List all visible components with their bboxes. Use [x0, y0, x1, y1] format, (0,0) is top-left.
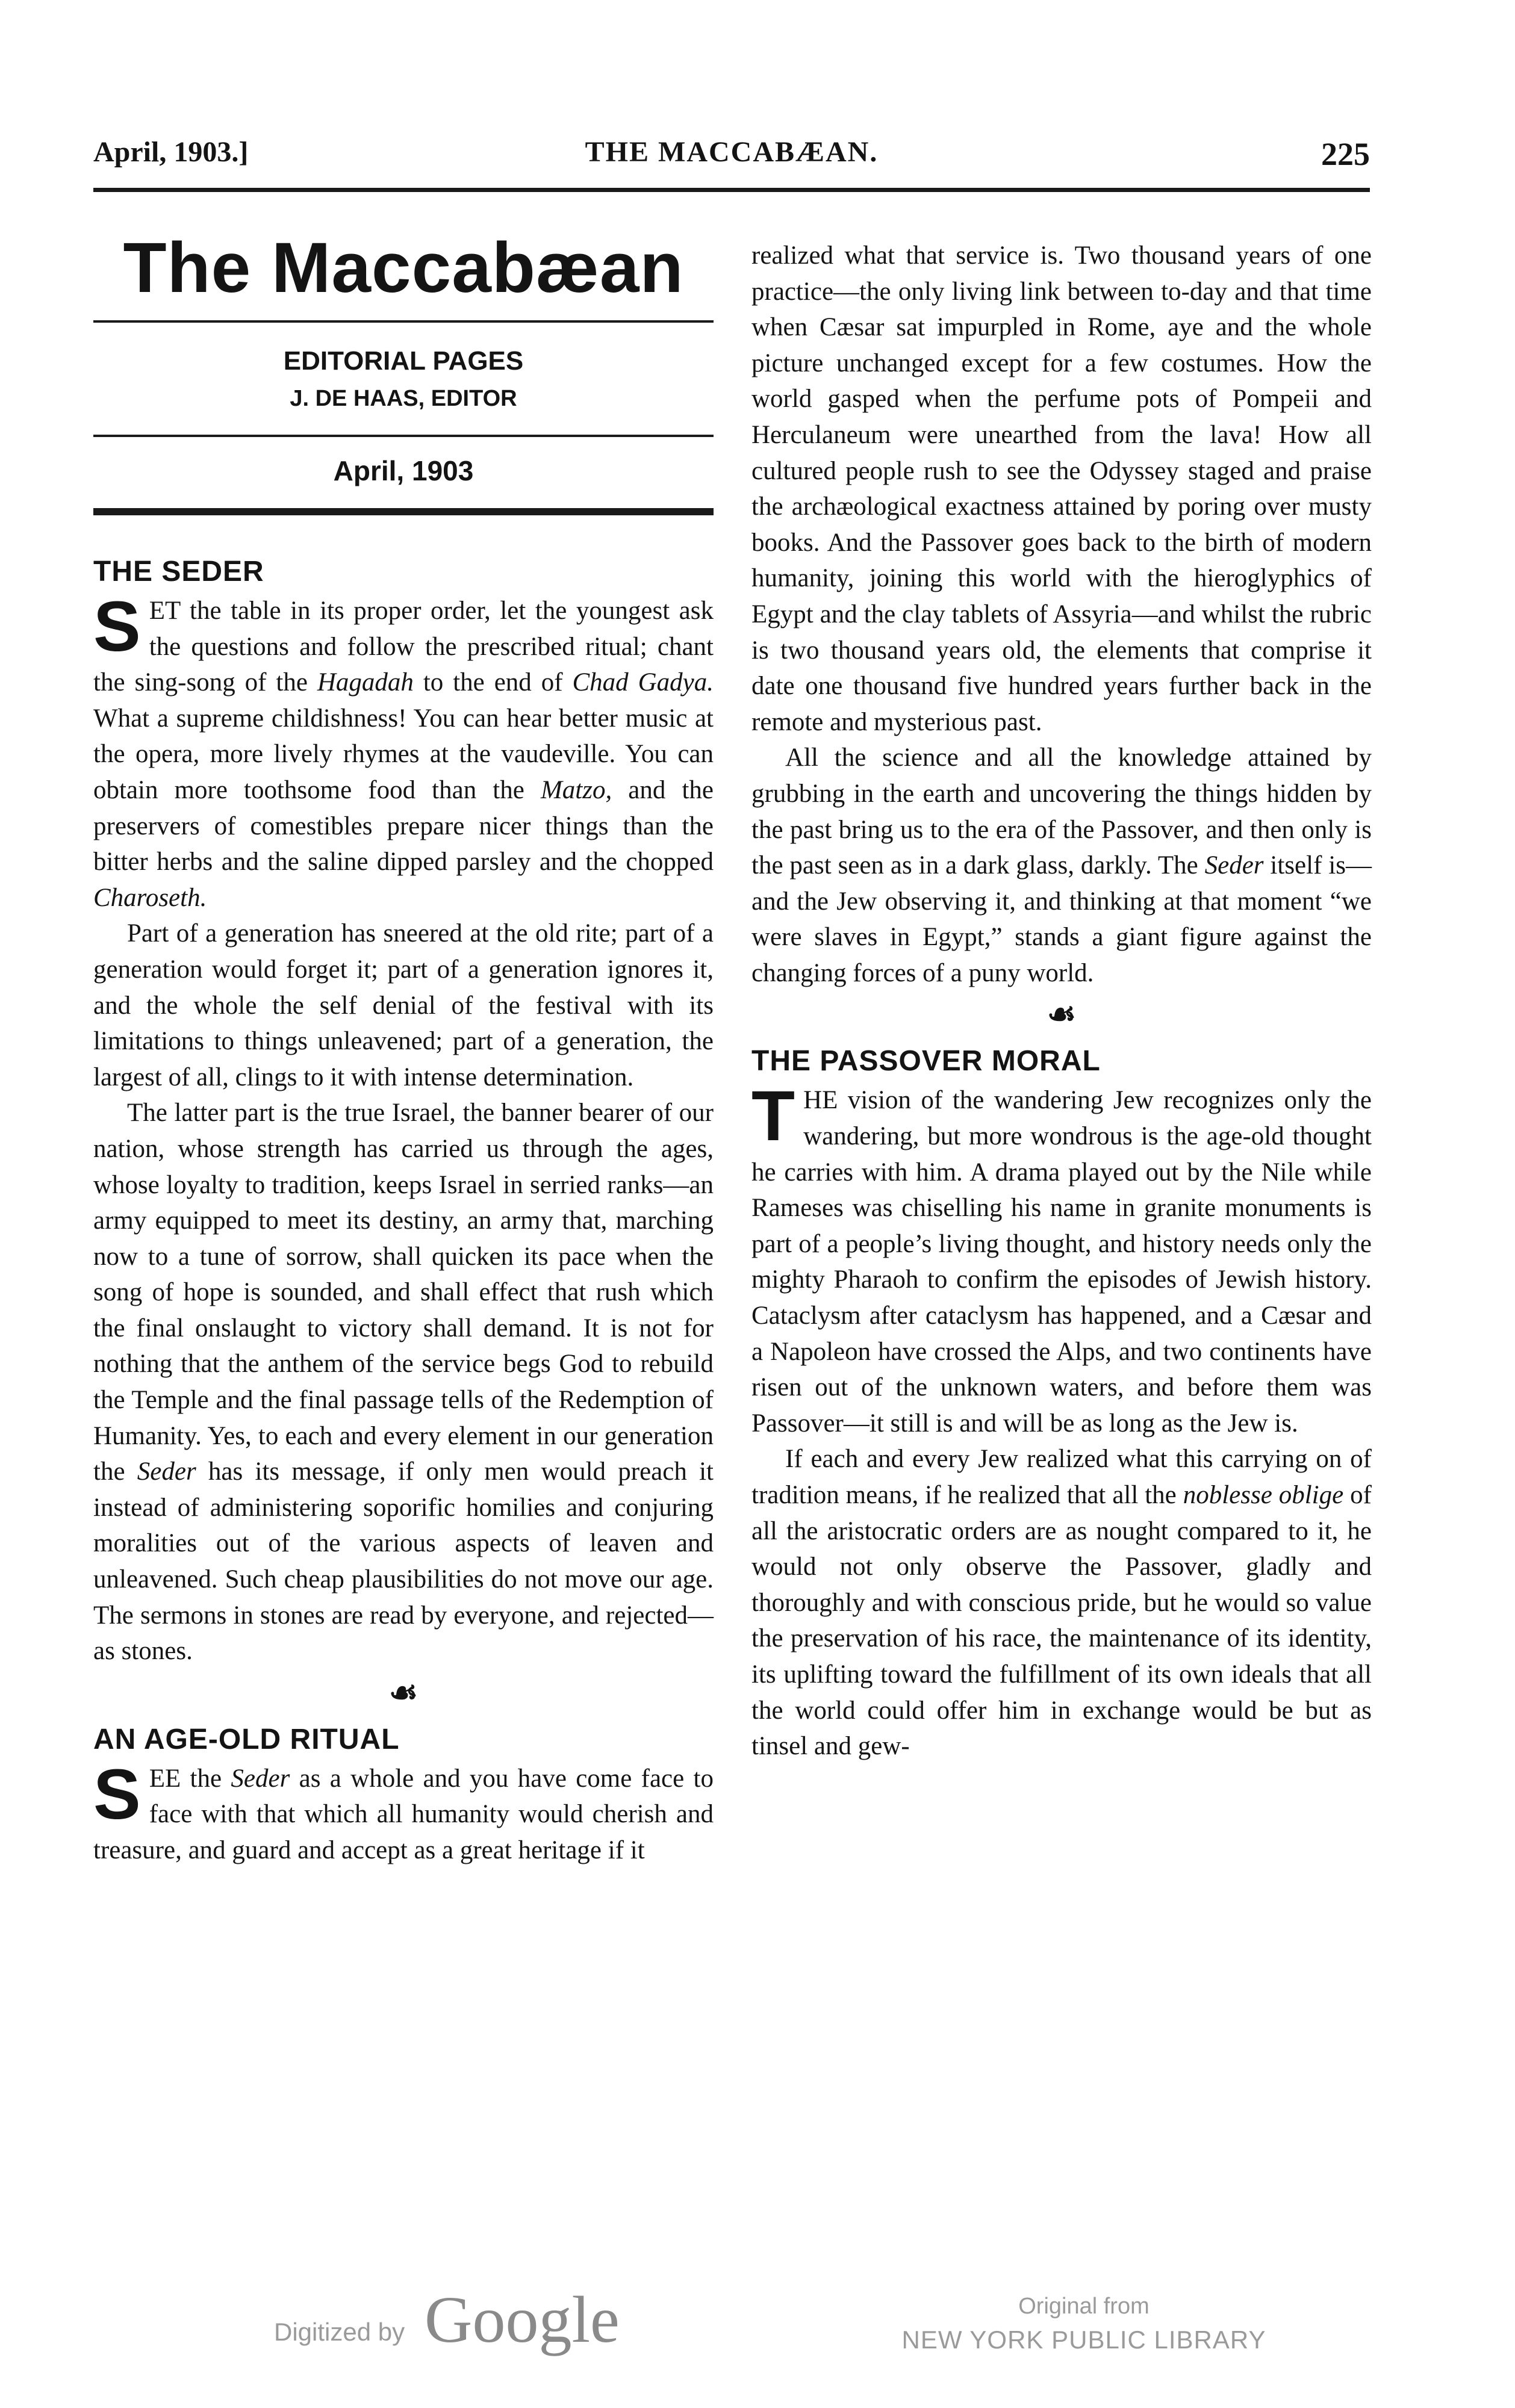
- italic-term: Chad Gadya.: [572, 668, 714, 697]
- italic-term: Seder: [231, 1764, 290, 1793]
- masthead-subtitle: EDITORIAL PAGES: [283, 346, 524, 376]
- fleuron-ornament: ☙: [1047, 996, 1077, 1033]
- masthead-editor: J. DE HAAS, EDITOR: [290, 386, 517, 411]
- library-name: NEW YORK PUBLIC LIBRARY: [901, 2326, 1266, 2354]
- text-run: ET the table in its proper order, let the youngest ask the questions and follow the prescribed ritual; chant the sing-song of the: [93, 597, 714, 697]
- text-run: HE vision of the wandering Jew recognizes only the wandering, but more wondrous is the age-old thought he carries with him. A drama played out by the Nile while Rameses was chiselling his name in granite monuments is part of a people’s living thought, and history needs only the mighty Pharaoh to confirm the episodes of Jewish history. Cataclysm after cataclysm has happened, and a Cæsar and a Napoleon have crossed the Alps, and two continents have risen out of the unknown waters, and before them was Passover—it still is and will be as long as the Jew is.: [751, 1086, 1372, 1438]
- page-number: 225: [1321, 136, 1370, 172]
- drop-cap: T: [751, 1076, 795, 1156]
- text-run: The latter part is the true Israel, the banner bearer of our nation, whose strength has carried us through the ages, whose loyalty to tradition, keeps Israel in serried ranks—an army equipped to meet its destiny, an army that, marching now to a tune of sorrow, shall quicken its pace when the song of hope is sounded, and shall effect that rush which the final onslaught to victory shall demand. It is not for nothing that the anthem of the service begs God to rebuild the Temple and the final passage tells of the Redemption of Humanity. Yes, to each and every element in our generation the: [93, 1099, 714, 1486]
- masthead: [93, 223, 714, 523]
- text-run: realized what that service is. Two thousand years of one practice—the only living link between to-day and that time when Cæsar sat impurpled in Rome, aye and the whole picture unchanged except for a few costumes. How the world gasped when the perfume pots of Pompeii and Herculaneum were unearthed from the lava! How all cultured people rush to see the Odyssey staged and praise the archæological exactness attained by poring over musty books. And the Passover goes back to the birth of modern humanity, joining this world with the hieroglyphics of Egypt and the clay tablets of Assyria—and whilst the rubric is two thousand years old, the elements that comprise it date one thousand five hundred years further back in the remote and mysterious past.: [751, 241, 1372, 736]
- source-attribution: [843, 2291, 1325, 2358]
- text-run: itself is—and the Jew observing it, and thinking at that moment “we were slaves in Egypt,” stands a giant figure against the changing forces of a puny world.: [751, 851, 1372, 987]
- running-head-date: April, 1903.]: [93, 136, 249, 168]
- ritual-paragraph-1-continued: [751, 238, 1372, 740]
- text-run: and the preservers of comestibles prepare nicer things than the bitter herbs and the saline dipped parsley and the chopped: [93, 775, 714, 877]
- fleuron-ornament: ☙: [388, 1674, 418, 1711]
- text-run: If each and every Jew realized what this carrying on of tradition means, if he realized that all the: [751, 1445, 1372, 1509]
- masthead-rule-thick: [93, 508, 714, 515]
- text-run: EE the: [149, 1764, 231, 1793]
- italic-term: Charoseth.: [93, 883, 207, 912]
- seder-paragraph-2: Part of a generation has sneered at the old rite; part of a generation would forget it; part of a generation ignores it, and the whole the self denial of the festival with its limitations to things unleavened; part of a generation, the largest of all, clings to it with intense determination.: [93, 919, 714, 1091]
- italic-term: noblesse oblige: [1183, 1481, 1344, 1509]
- drop-cap: S: [93, 1754, 141, 1834]
- masthead-rule: [93, 320, 714, 323]
- section-heading-moral: THE PASSOVER MORAL: [751, 1045, 1101, 1078]
- text-run: All the science and all the knowledge attained by grubbing in the earth and uncovering the things hidden by the past bring us to the era of the Passover, and then only is the past seen as in a dark glass, darkly. The: [751, 743, 1372, 880]
- text-run: has its message, if only men would preach it instead of administering soporific homilies and conjuring moralities out of the various aspects of leaven and unleavened. Such cheap plausibilities do not move our age. The sermons in stones are read by everyone, and rejected—as stones.: [93, 1457, 714, 1666]
- italic-term: Matzo,: [540, 775, 612, 804]
- header-rule: [93, 188, 1370, 192]
- google-logo: Google: [425, 2283, 620, 2356]
- ritual-paragraph-1: [93, 1754, 714, 1869]
- italic-term: Seder: [1204, 851, 1264, 880]
- text-run: as a whole and you have come face to face with that which all humanity would cherish and treasure, and guard and accept as a great heritage if it: [93, 1764, 714, 1864]
- moral-paragraph-2: [751, 1441, 1372, 1764]
- masthead-date: April, 1903: [333, 455, 474, 486]
- moral-paragraph-1: [751, 1076, 1372, 1441]
- running-head: [93, 135, 1370, 184]
- left-column: [93, 551, 714, 1869]
- masthead-rule-2: [93, 435, 714, 437]
- right-column: [751, 238, 1372, 1764]
- section-heading-ritual: AN AGE-OLD RITUAL: [93, 1723, 400, 1755]
- seder-paragraph-3: [93, 1095, 714, 1669]
- original-from-label: Original from: [1018, 2294, 1149, 2319]
- running-head-journal: THE MACCABÆAN.: [585, 136, 879, 168]
- text-run: What a supreme childishness! You can hear better music at the opera, more lively rhymes at the vaudeville. You can obtain more toothsome food than the: [93, 704, 714, 804]
- seder-paragraph-1: [93, 587, 714, 916]
- section-heading-seder: THE SEDER: [93, 556, 264, 588]
- ritual-paragraph-2: [751, 740, 1372, 991]
- italic-term: Hagadah: [317, 668, 414, 697]
- digitized-by-watermark: [274, 2282, 635, 2372]
- text-run: of all the aristocratic orders are as nought compared to it, he would not only observe the Passover, gladly and thoroughly and with conscious pride, but he would so value the preservation of his race, the maintenance of its identity, its uplifting toward the fulfillment of its own ideals that all the world could offer him in exchange would be but as tinsel and gew-: [751, 1481, 1372, 1761]
- masthead-title: The Maccabæan: [123, 228, 684, 308]
- digitized-by-label: Digitized by: [274, 2318, 405, 2346]
- italic-term: Seder: [137, 1457, 196, 1486]
- text-run: to the end of: [413, 668, 573, 697]
- drop-cap: S: [93, 587, 141, 666]
